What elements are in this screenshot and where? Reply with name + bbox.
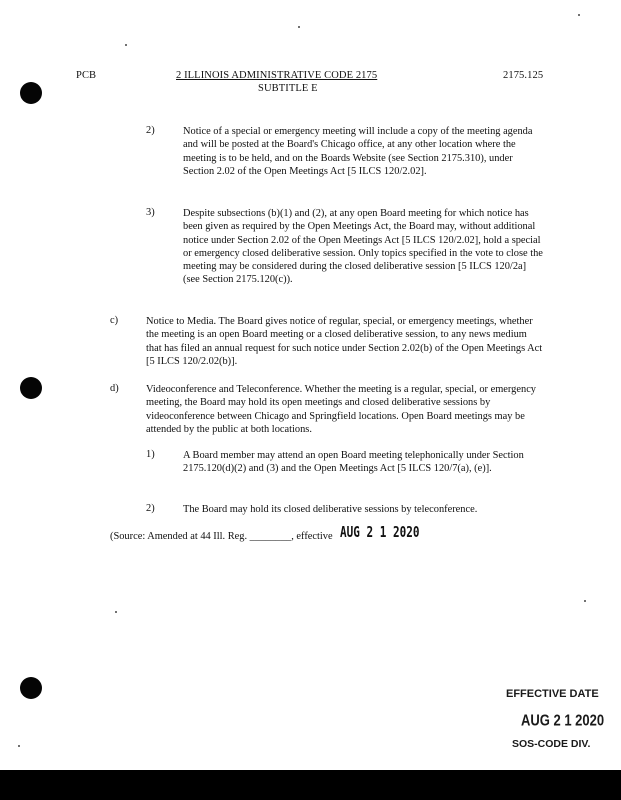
scan-bottom-border	[0, 770, 621, 800]
scan-speck	[115, 611, 117, 613]
scan-speck	[298, 26, 300, 28]
item-text-d2: The Board may hold its closed deliberative sessions by teleconference.	[183, 504, 478, 515]
source-blank: ________	[249, 531, 292, 542]
scan-speck	[125, 44, 127, 46]
item-number-b2: 2)	[146, 125, 155, 136]
handwritten-effective-date: AUG 2 1 2020	[340, 523, 420, 541]
item-number-d: d)	[110, 383, 119, 394]
scan-speck	[584, 600, 586, 602]
stamp-effective-date-label: EFFECTIVE DATE	[506, 688, 599, 700]
item-text-c: Notice to Media. The Board gives notice of regular, special, or emergency meetings, whether the meeting is an open Board meeting or a closed deliberative session, to any news medium that has filed an annual request for such notice under Section 2.02(b) of the Open Meetings Act [5 ILCS 120/2.02(b)].	[146, 316, 543, 367]
punch-hole-bottom	[20, 677, 42, 699]
item-text-b3: Despite subsections (b)(1) and (2), at any open Board meeting for which notice has been given as required by the Open Meetings Act, the Board may, without additional notice under Section 2.02 of the Open Meetings Act [5 ILCS 120/2.02], hold a special or emergency closed deliberative session. Only topics specified in the vote to close the meeting may be considered during the closed deliberative session [5 ILCS 120/2a] (see Section 2175.120(c)).	[183, 208, 543, 286]
header-subtitle: SUBTITLE E	[258, 83, 318, 94]
header-left: PCB	[76, 70, 97, 81]
item-text-b2: Notice of a special or emergency meeting will include a copy of the meeting agenda and will be posted at the Board's Chicago office, at any other location where the meeting is to be held, and on the Boards Website (see Section 2175.310), under Section 2.02 of the Open Meetings Act [5 ILCS 120/2.02].	[183, 126, 533, 177]
item-text-d1: A Board member may attend an open Board meeting telephonically under Section 2175.120(d)(2) and (3) and the Open Meetings Act [5 ILCS 120/7(a), (e)].	[183, 450, 524, 475]
header-section-number: 2175.125	[503, 70, 544, 81]
item-number-d2: 2)	[146, 503, 155, 514]
punch-hole-top	[20, 82, 42, 104]
source-note	[110, 530, 530, 543]
item-number-d1: 1)	[146, 449, 155, 460]
stamp-division: SOS-CODE DIV.	[512, 738, 591, 750]
item-number-b3: 3)	[146, 207, 155, 218]
item-number-c: c)	[110, 315, 119, 326]
scan-speck	[578, 14, 580, 16]
header-title: 2 ILLINOIS ADMINISTRATIVE CODE 2175	[176, 70, 378, 81]
stamp-date: AUG 2 1 2020	[521, 711, 605, 729]
item-text-d: Videoconference and Teleconference. Whether the meeting is a regular, special, or emergency meeting, the Board may hold its open meetings and closed deliberative sessions by videoconference between Chicago and Springfield locations. Open Board meetings may be attended by the public at both locations.	[146, 384, 536, 435]
source-mid: , effective	[291, 531, 333, 542]
scan-speck	[18, 745, 20, 747]
source-prefix: (Source: Amended at 44 Ill. Reg.	[110, 531, 250, 542]
punch-hole-middle	[20, 377, 42, 399]
